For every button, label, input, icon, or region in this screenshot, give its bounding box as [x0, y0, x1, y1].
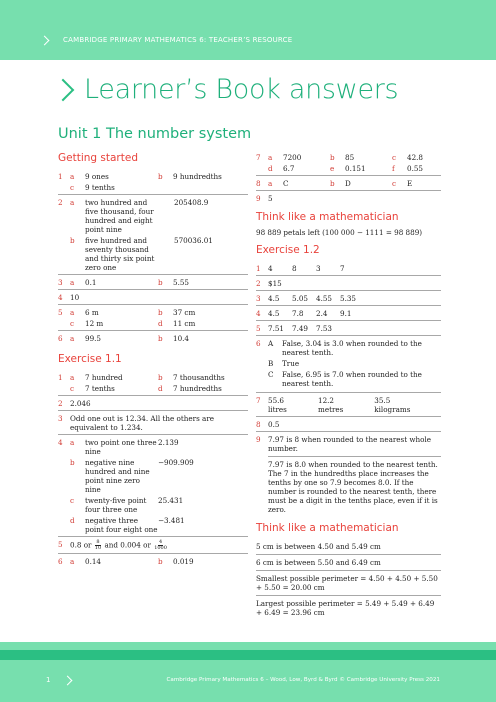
answer-row-ex12-8: 8 0.5 — [256, 416, 441, 431]
answer-row-ex12-7: 7 55.6 litres 12.2 metres 35.5 kilograms — [256, 392, 441, 416]
answer-row-ex11-5: 5 0.8 or $\frac{8}{10}$ and 0.004 or $\frac{4}{1000}$ — [58, 536, 248, 553]
chevron-right-icon — [63, 675, 73, 685]
answer-row-gs-5: 5 a 6 m b 37 cm c 12 m d 11 cm — [58, 304, 248, 330]
think-2-line: Smallest possible perimeter = 4.50 + 4.50 + 5.50 + 5.50 = 20.00 cm — [256, 570, 441, 595]
answer-row-ex11-3: 3 Odd one out is 12.34. All the others are equivalent to 1.234. — [58, 410, 248, 434]
answer-row-gs-1: 1 a 9 ones b 9 hundredths c 9 tenths — [58, 172, 222, 192]
section-heading-exercise-1-2: Exercise 1.2 — [256, 243, 320, 256]
answer-row-ex12-4: 4 4.5 7.8 2.4 9.1 — [256, 305, 441, 320]
fraction: $\frac{8}{10}$ — [94, 539, 102, 551]
page-number: 1 — [46, 676, 51, 684]
think-2-line: 6 cm is between 5.50 and 6.49 cm — [256, 554, 441, 570]
section-heading-think-2: Think like a mathematician — [256, 521, 399, 534]
answer-row-ex12-3: 3 4.5 5.05 4.55 5.35 — [256, 290, 441, 305]
answer-row-ex11-2: 2 2.046 — [58, 395, 248, 410]
left-column — [58, 152, 248, 568]
chevron-right-icon — [40, 35, 50, 45]
answer-row-ex12-5: 5 7.51 7.49 7.53 — [256, 320, 441, 335]
page-title: Learner’s Book answers — [84, 74, 399, 105]
answer-row-ex11-1: 1 a 7 hundred b 7 thousandths c 7 tenths d 7 hundredths — [58, 373, 225, 393]
right-column — [256, 150, 441, 620]
title-row — [55, 74, 398, 105]
answer-row-ex12-1: 1 4 8 3 7 — [256, 263, 345, 273]
answer-row-ex11-8: 8 a C b D c E — [256, 175, 441, 190]
answer-row-gs-2: 2 a two hundred and five thousand, four hundred and eight point nine 205408.9 b five hundred and seventy thousand and thirty six point zero one 570036.01 — [58, 194, 248, 274]
page — [0, 60, 496, 642]
answer-row-gs-6: 6 a 99.5 b 10.4 — [58, 330, 248, 345]
header-title: CAMBRIDGE PRIMARY MATHEMATICS 6: TEACHER’S RESOURCE — [63, 36, 293, 44]
answer-row-ex11-4: 4 a two point one three nine 2.139 b negative nine hundred and nine point nine zero nine −909.909 c twenty-five point four three one 25.431 d negative three point four eight one −3.481 — [58, 434, 248, 536]
answer-row-ex12-9: 9 7.97 is 8 when rounded to the nearest whole number. 7.97 is 8.0 when rounded to the nearest tenth. The 7 in the hundredths place increases the tenths by one so 7.9 becomes 8.0. If the number is rounded to the nearest tenth, there must be a digit in the tenths place, even if it is zero. — [256, 431, 441, 516]
think-2-line: Largest possible perimeter = 5.49 + 5.49 + 6.49 + 6.49 = 23.96 cm — [256, 595, 441, 620]
footer-credit: Cambridge Primary Mathematics 6 – Wood, Low, Byrd & Byrd © Cambridge University Press 2021 — [166, 677, 440, 683]
answer-row-ex12-2: 2 $15 — [256, 275, 441, 290]
fraction: $\frac{4}{1000}$ — [154, 539, 167, 551]
think-2-line: 5 cm is between 4.50 and 5.49 cm — [256, 541, 381, 551]
answer-row-ex11-6: 6 a 0.14 b 0.019 — [58, 553, 248, 568]
footer-band — [0, 650, 496, 660]
answer-row-gs-4: 4 10 — [58, 289, 248, 304]
section-heading-exercise-1-1: Exercise 1.1 — [58, 353, 122, 365]
section-heading-getting-started: Getting started — [58, 152, 138, 164]
unit-title: Unit 1 The number system — [58, 126, 252, 142]
answer-row-ex12-6: 6 A False, 3.04 is 3.0 when rounded to the nearest tenth. B True C False, 6.95 is 7.0 when rounded to the nearest tenth. — [256, 335, 441, 392]
chevron-right-icon — [52, 78, 75, 101]
answer-row-gs-3: 3 a 0.1 b 5.55 — [58, 274, 248, 289]
footer — [0, 670, 496, 690]
section-heading-think-1: Think like a mathematician — [256, 211, 399, 223]
answer-row-ex11-7: 7 a 7200 b 85 c 42.8 d 6.7 e 0.151 f 0.55 — [256, 153, 424, 173]
answer-row-ex11-9: 9 5 — [256, 190, 441, 205]
header-bar — [0, 30, 496, 50]
think-1-answer: 98 889 petals left (100 000 − 1111 = 98 889) — [256, 228, 423, 237]
